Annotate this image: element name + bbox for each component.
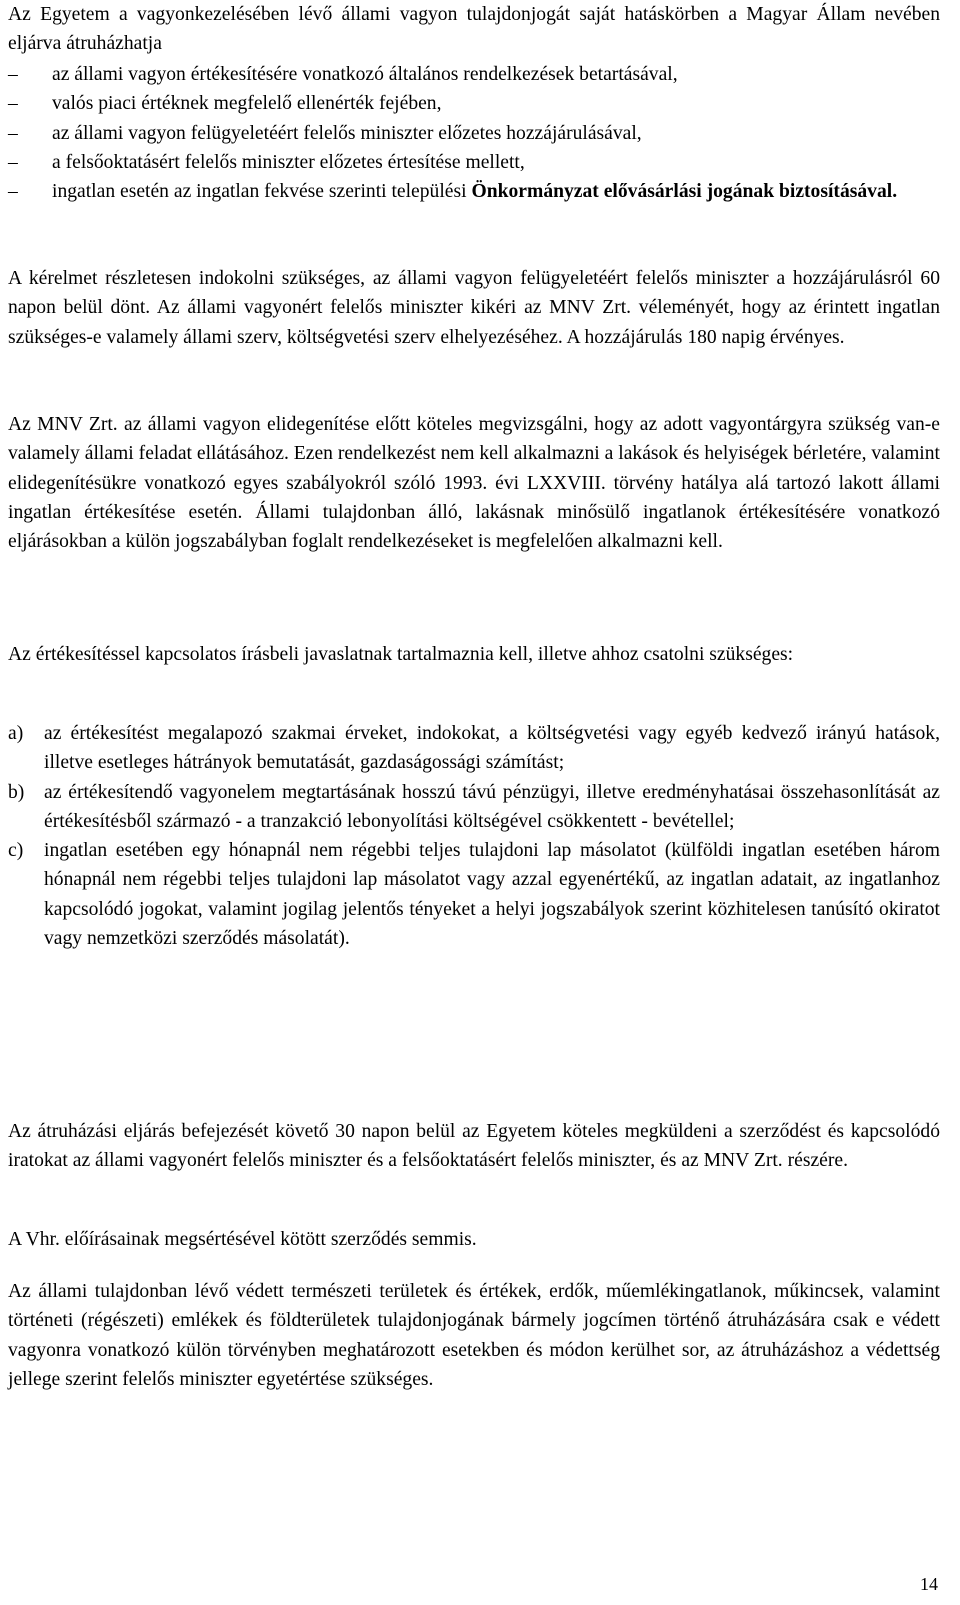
paragraph-6 (8, 1277, 940, 1394)
letter-marker: b) (8, 781, 25, 803)
paragraph-3 (8, 640, 940, 669)
letter-item (8, 836, 940, 953)
dash-bullet: – (8, 181, 18, 203)
letter-item-text: az értékesítést megalapozó szakmai érveket, indokokat, a költségvetési vagy egyéb kedvező irányú hatások, illetve esetleges hátrányok bemutatását, gazdaságossági számítást; (44, 723, 940, 774)
dash-item-text: a felsőoktatásért felelős miniszter előzetes értesítése mellett, (52, 151, 525, 173)
letter-item-text: ingatlan esetében egy hónapnál nem régebbi teljes tulajdoni lap másolatot (külföldi ingatlan esetében három hónapnál nem régebbi teljes tulajdoni lap másolatot vagy azzal egyenértékű, az ingatlan adatait, az ingatlanhoz kapcsolódó jogokat, valamint jogilag jelentős tényeket a helyi jogszabályok szerint közhitelesen tanúsító okiratot vagy nemzetközi szerződés másolatát). (44, 840, 940, 950)
dash-item-text: valós piaci értéknek megfelelő ellenérték fejében, (52, 93, 442, 115)
paragraph-5 (8, 1225, 940, 1254)
dash-item-text: az állami vagyon értékesítésére vonatkozó általános rendelkezések betartásával, (52, 64, 678, 85)
paragraph-2 (8, 410, 940, 556)
dash-bullet: – (8, 93, 18, 115)
paragraph-5-text: A Vhr. előírásainak megsértésével kötött szerződés semmis. (8, 1229, 477, 1250)
paragraph-4-text: Az átruházási eljárás befejezését követő 30 napon belül az Egyetem köteles megküldeni a szerződést és kapcsolódó iratokat az állami vagyonért felelős miniszter és a felsőoktatásért felelős miniszter, és az MNV Zrt. részére. (8, 1121, 940, 1172)
letter-list (8, 719, 940, 953)
letter-marker: c) (8, 840, 24, 862)
dash-item (8, 177, 940, 206)
dash-bullet: – (8, 122, 18, 144)
paragraph-1 (8, 264, 940, 352)
dash-item-text: az állami vagyon felügyeletéért felelős miniszter előzetes hozzájárulásával, (52, 122, 642, 144)
paragraph-3-text: Az értékesítéssel kapcsolatos írásbeli javaslatnak tartalmaznia kell, illetve ahhoz csatolni szükséges: (8, 644, 794, 665)
letter-item (8, 719, 940, 778)
dash-bullet: – (8, 64, 18, 85)
dash-item (8, 119, 940, 148)
letter-item-text: az értékesítendő vagyonelem megtartásának hosszú távú pénzügyi, illetve eredményhatásai összehasonlítását az értékesítésből származó - a tranzakció lebonyolítási költségével csökkentett - bevétellel; (44, 781, 940, 832)
intro-text: Az Egyetem a vagyonkezelésében lévő állami vagyon tulajdonjogát saját hatáskörben a Magyar Állam nevében eljárva átruházhatja (8, 4, 940, 55)
letter-item (8, 778, 940, 837)
paragraph-1-text: A kérelmet részletesen indokolni szükséges, az állami vagyon felügyeletéért felelős miniszter a hozzájárulásról 60 napon belül dönt. Az állami vagyonért felelős miniszter kikéri az MNV Zrt. véleményét, hogy az érintett ingatlan szükséges-e valamely állami szerv, költségvetési szerv elhelyezéséhez. A hozzájárulás 180 napig érvényes. (8, 268, 940, 348)
dash-item (8, 89, 940, 118)
dash-item-text: ingatlan esetén az ingatlan fekvése szerinti települési (52, 181, 472, 203)
letter-marker: a) (8, 723, 24, 744)
page-number: 14 (920, 1574, 938, 1594)
dash-item-bold-text: Önkormányzat elővásárlási jogának biztosításával. (471, 181, 898, 203)
dash-bullet: – (8, 151, 18, 173)
dash-item (8, 148, 940, 177)
dash-list (8, 60, 940, 206)
paragraph-4 (8, 1117, 940, 1176)
dash-item (8, 60, 940, 89)
paragraph-2-text: Az MNV Zrt. az állami vagyon elidegenítése előtt köteles megvizsgálni, hogy az adott vagyontárgyra szükség van-e valamely állami feladat ellátásához. Ezen rendelkezést nem kell alkalmazni a lakások és helyiségek bérletére, valamint elidegenítésükre vonatkozó egyes szabályokról szóló 1993. évi LXXVIII. törvény hatálya alá tartozó lakott állami ingatlan értékesítése esetén. Állami tulajdonban álló, lakásnak minősülő ingatlanok értékesítésére vonatkozó eljárásokban a külön jogszabályban foglalt rendelkezéseket is megfelelően alkalmazni kell. (8, 414, 940, 553)
paragraph-6-text: Az állami tulajdonban lévő védett természeti területek és értékek, erdők, műemlékingatlanok, műkincsek, valamint történeti (régészeti) emlékek és földterületek tulajdonjogának bármely jogcímen történő átruházására csak e védett vagyonra vonatkozó külön törvényben meghatározott esetekben és módon kerülhet sor, az átruházáshoz a védettség jellege szerint felelős miniszter egyetértése szükséges. (8, 1281, 940, 1390)
intro-paragraph (8, 0, 940, 59)
